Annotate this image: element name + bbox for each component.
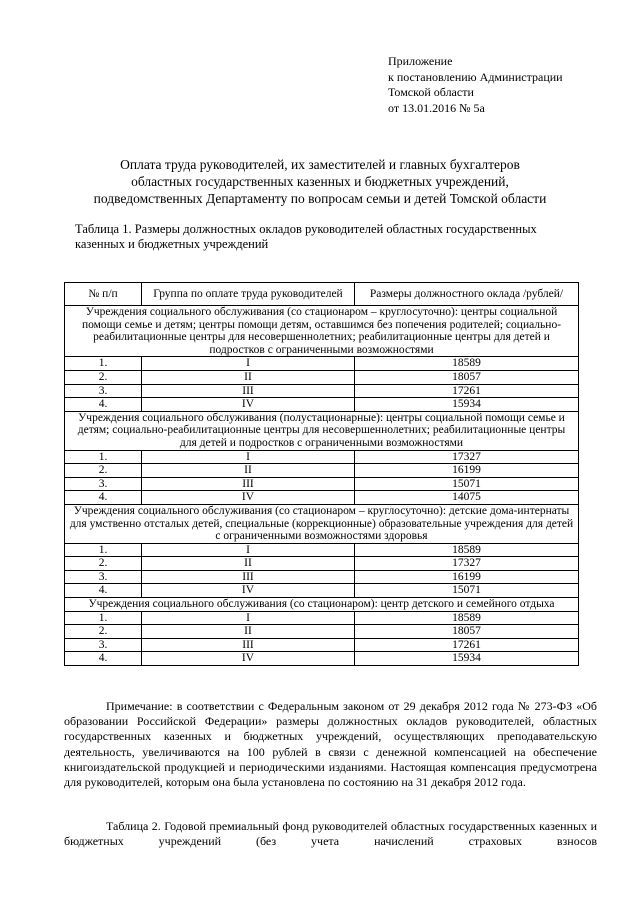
cell-group: III (142, 477, 355, 491)
cell-salary: 14075 (355, 491, 579, 505)
table-row (65, 625, 579, 639)
document-title (40, 156, 600, 207)
cell-salary: 16199 (355, 464, 579, 478)
cell-salary: 18057 (355, 625, 579, 639)
cell-salary: 18589 (355, 543, 579, 557)
table-row (65, 570, 579, 584)
cell-group: II (142, 625, 355, 639)
cell-group: III (142, 638, 355, 652)
table-row (65, 638, 579, 652)
section-row (65, 411, 579, 450)
table-row (65, 464, 579, 478)
table-row (65, 357, 579, 371)
cell-group: IV (142, 398, 355, 412)
table-row (65, 398, 579, 412)
cell-num: 3. (65, 384, 142, 398)
table-row (65, 477, 579, 491)
section-title: Учреждения социального обслуживания (со стационаром – круглосуточно): центры социальной помощи семье и детям; центры помощи детям, оставшимся без попечения родителей; социально-реабилитационные центры для несовершеннолетних; реабилитационные центры для детей и подростков с ограниченными возможностями (65, 306, 579, 357)
section-title: Учреждения социального обслуживания (со стационаром – круглосуточно): детские дома-интернаты для умственно отсталых детей, специальные (коррекционные) образовательные учреждения для детей с ограниченными возможностями здоровья (65, 504, 579, 543)
table2-caption-block (64, 819, 597, 849)
table-row (65, 370, 579, 384)
cell-group: IV (142, 652, 355, 666)
table-row (65, 652, 579, 666)
section-row (65, 504, 579, 543)
cell-group: II (142, 464, 355, 478)
cell-num: 4. (65, 584, 142, 598)
appendix-line: Приложение (388, 54, 453, 68)
cell-salary: 15934 (355, 398, 579, 412)
section-title: Учреждения социального обслуживания (полустационарные): центры социальной помощи семье и детям; социально-реабилитационные центры для несовершеннолетних; реабилитационные центры для детей и подростков с ограниченными возможностями (65, 411, 579, 450)
cell-group: IV (142, 491, 355, 505)
note-paragraph (64, 699, 597, 790)
cell-num: 2. (65, 557, 142, 571)
table2-caption: Таблица 2. Годовой премиальный фонд руководителей областных государственных казенных и бюджетных учреждений (без учета начислений страховых взносов (64, 819, 597, 849)
table-row (65, 491, 579, 505)
section-title: Учреждения социального обслуживания (со стационаром): центр детского и семейного отдыха (65, 598, 579, 612)
table-row (65, 384, 579, 398)
cell-salary: 15071 (355, 584, 579, 598)
table1-caption: Таблица 1. Размеры должностных окладов руководителей областных государственных казенных и бюджетных учреждений (75, 222, 537, 251)
cell-num: 2. (65, 370, 142, 384)
title-line: подведомственных Департаменту по вопросам семьи и детей Томской области (93, 191, 547, 206)
section-row (65, 598, 579, 612)
header-salary: Размеры должностного оклада /рублей/ (355, 283, 579, 306)
cell-num: 1. (65, 450, 142, 464)
cell-num: 3. (65, 477, 142, 491)
cell-num: 1. (65, 611, 142, 625)
table-row (65, 611, 579, 625)
table-row (65, 543, 579, 557)
note-text: Примечание: в соответствии с Федеральным законом от 29 декабря 2012 года № 273-ФЗ «Об образовании Российской Федерации» размеры должностных окладов руководителей, областных государственных казенных и бюджетных учреждений, осуществляющих преподавательскую деятельность, увеличиваются на 100 рублей в связи с денежной компенсацией на обеспечение книгоиздательской продукцией и периодическими изданиями. Настоящая компенсация предусмотрена для руководителей, которым она была установлена по состоянию на 31 декабря 2012 года. (64, 699, 597, 790)
cell-salary: 18057 (355, 370, 579, 384)
appendix-block (388, 54, 563, 116)
table-header-row (65, 283, 579, 306)
cell-num: 1. (65, 543, 142, 557)
cell-salary: 16199 (355, 570, 579, 584)
cell-salary: 15071 (355, 477, 579, 491)
title-line: областных государственных казенных и бюджетных учреждений, (131, 174, 509, 189)
salary-table (64, 282, 579, 666)
cell-salary: 17327 (355, 557, 579, 571)
cell-num: 2. (65, 625, 142, 639)
cell-num: 4. (65, 398, 142, 412)
cell-group: III (142, 570, 355, 584)
cell-salary: 17261 (355, 638, 579, 652)
cell-group: II (142, 557, 355, 571)
table-row (65, 450, 579, 464)
table-row (65, 584, 579, 598)
table-row (65, 557, 579, 571)
cell-salary: 18589 (355, 357, 579, 371)
cell-group: I (142, 357, 355, 371)
cell-num: 3. (65, 570, 142, 584)
cell-group: I (142, 543, 355, 557)
cell-group: I (142, 450, 355, 464)
cell-salary: 17261 (355, 384, 579, 398)
cell-salary: 18589 (355, 611, 579, 625)
header-num: № п/п (65, 283, 142, 306)
cell-num: 3. (65, 638, 142, 652)
section-row (65, 306, 579, 357)
cell-num: 4. (65, 491, 142, 505)
title-line: Оплата труда руководителей, их заместителей и главных бухгалтеров (120, 157, 520, 172)
cell-group: I (142, 611, 355, 625)
cell-group: IV (142, 584, 355, 598)
cell-num: 1. (65, 357, 142, 371)
appendix-line: к постановлению Администрации (388, 69, 563, 84)
cell-num: 4. (65, 652, 142, 666)
cell-group: II (142, 370, 355, 384)
cell-group: III (142, 384, 355, 398)
appendix-line: Томской области (388, 85, 474, 99)
cell-salary: 15934 (355, 652, 579, 666)
appendix-line: от 13.01.2016 № 5а (388, 100, 485, 115)
cell-num: 2. (65, 464, 142, 478)
header-group: Группа по оплате труда руководителей (142, 283, 355, 306)
cell-salary: 17327 (355, 450, 579, 464)
